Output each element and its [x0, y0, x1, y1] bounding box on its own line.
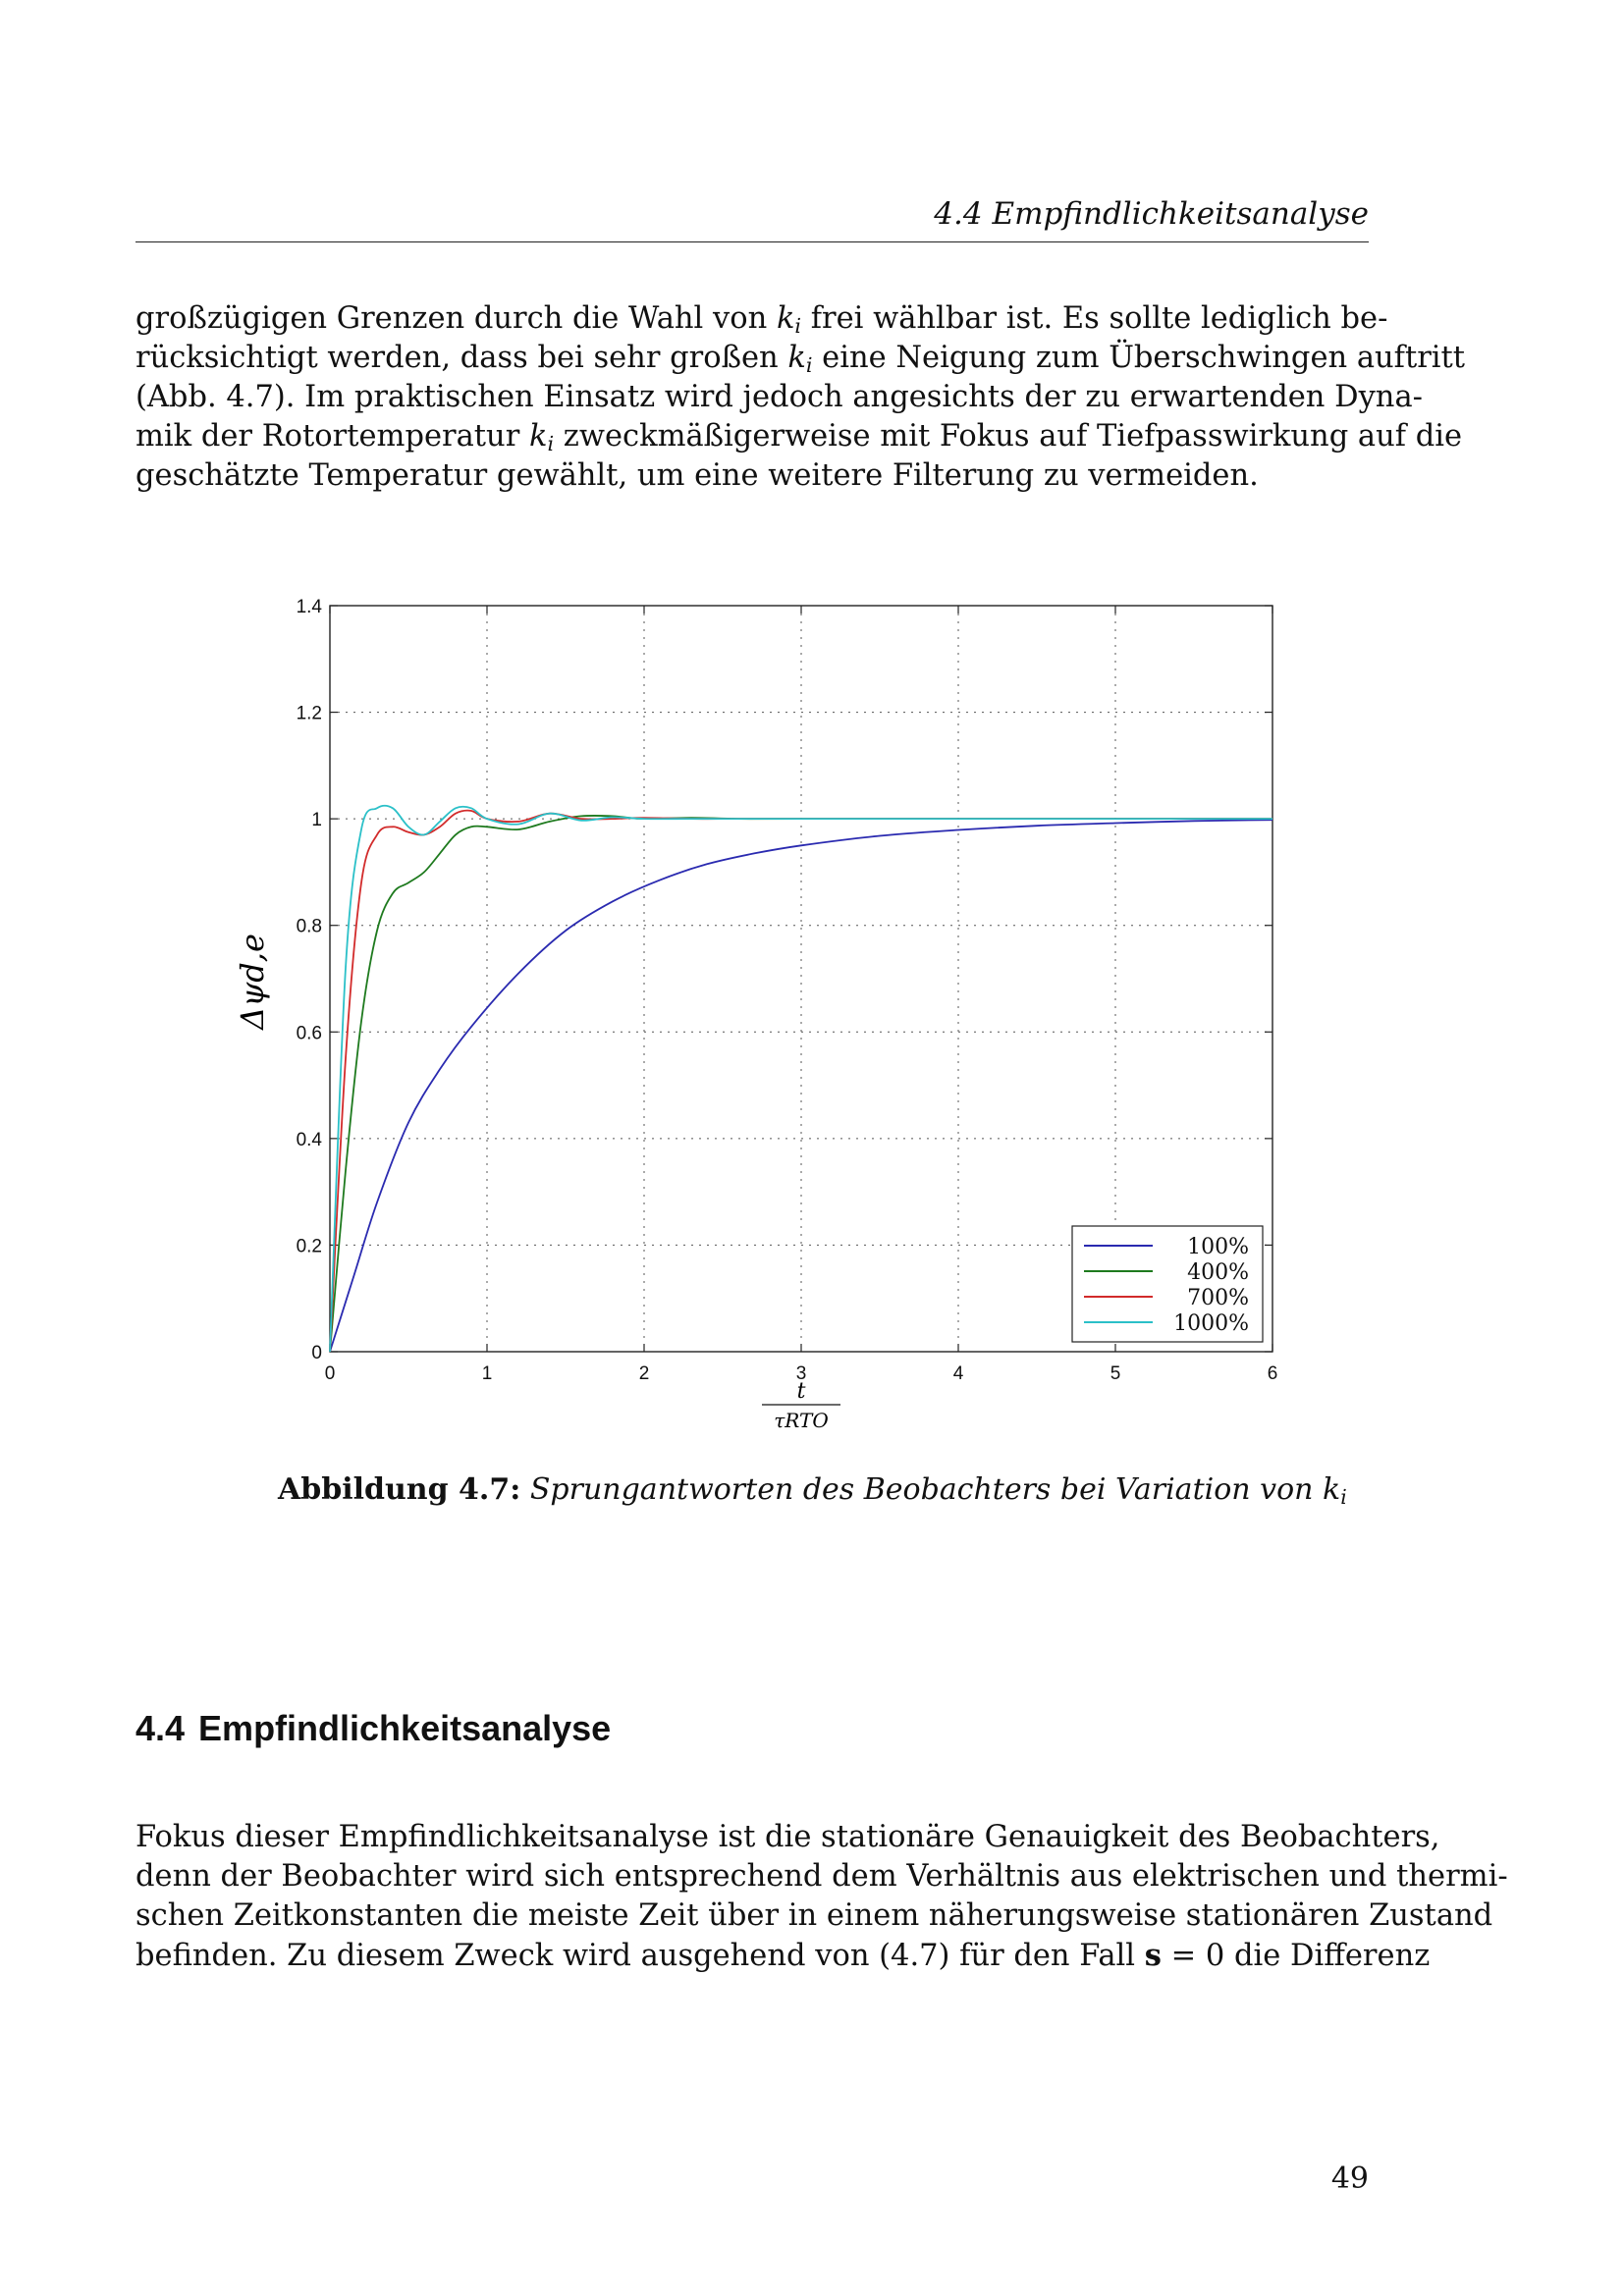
running-title: 4.4 Empfindlichkeitsanalyse [934, 196, 1369, 232]
x-label-numerator: t [796, 1379, 806, 1404]
text-run: Fokus dieser Empfindlichkeitsanalyse ist die stationäre Genauigkeit des Beobachters, [135, 1820, 1440, 1854]
paragraph-analysis [135, 1818, 1508, 1975]
text-run: befinden. Zu diesem Zweck wird ausgehend von (4.7) für den Fall [135, 1939, 1145, 1973]
x-tick-label: 1 [481, 1363, 493, 1384]
x-axis-label [762, 1379, 840, 1432]
analysis-line [135, 1857, 1508, 1896]
chart-legend [1072, 1226, 1263, 1342]
y-tick-label: 1.2 [296, 703, 322, 724]
y-axis-label: Δψd,e [234, 934, 271, 1030]
figure-caption [278, 1472, 1378, 1509]
page-number: 49 [1330, 2162, 1369, 2196]
analysis-line [135, 1936, 1431, 1975]
legend-label: 400% [1187, 1260, 1249, 1285]
text-run: frei wählbar ist. Es sollte lediglich be- [801, 301, 1388, 336]
analysis-line [135, 1818, 1440, 1857]
text-run: denn der Beobachter wird sich entsprechend dem Verhältnis aus elektrischen und thermi- [135, 1859, 1508, 1894]
symbol-s-bold: s [1144, 1938, 1162, 1973]
text-run: schen Zeitkonstanten die meiste Zeit über in einem näherungsweise stationären Zustand [135, 1898, 1493, 1933]
y-tick-label: 0 [311, 1343, 322, 1363]
symbol-k-i: $k_i$ [776, 301, 802, 339]
x-tick-label: 6 [1267, 1363, 1278, 1384]
y-tick-label: 1.4 [296, 597, 322, 617]
text-run: rücksichtigt werden, dass bei sehr großen [135, 341, 788, 375]
x-label-denominator: τRTO [774, 1409, 829, 1432]
x-tick-label: 5 [1110, 1363, 1121, 1384]
section-heading [135, 1708, 611, 1749]
section-title: Empfindlichkeitsanalyse [198, 1708, 612, 1748]
caption-text: Sprungantworten des Beobachters bei Variation von [529, 1472, 1324, 1507]
y-tick-label: 0.2 [296, 1236, 322, 1257]
x-tick-label: 2 [638, 1363, 650, 1384]
text-run: zweckmäßigerweise mit Fokus auf Tiefpasswirkung auf die [554, 419, 1463, 454]
analysis-line [135, 1896, 1493, 1936]
y-tick-label: 0.8 [296, 916, 322, 937]
legend-label: 700% [1187, 1286, 1249, 1310]
caption-symbol: $k_i$ [1323, 1472, 1347, 1510]
symbol-k-i: $k_i$ [787, 341, 813, 378]
text-run: (Abb. 4.7). Im praktischen Einsatz wird jedoch angesichts der zu erwartenden Dyna- [135, 380, 1423, 414]
text-run: mik der Rotortemperatur [135, 419, 529, 454]
text-run: = 0 die Differenz [1161, 1939, 1431, 1973]
x-tick-label: 0 [324, 1363, 336, 1384]
y-tick-label: 0.4 [296, 1129, 322, 1150]
section-number: 4.4 [135, 1708, 186, 1748]
x-tick-label: 3 [795, 1363, 807, 1384]
text-run: eine Neigung zum Überschwingen auftritt [812, 341, 1466, 375]
text-run: geschätzte Temperatur gewählt, um eine weitere Filterung zu vermeiden. [135, 458, 1259, 493]
caption-label: Abbildung 4.7: [278, 1472, 521, 1507]
legend-label: 1000% [1173, 1311, 1249, 1336]
text-run: großzügigen Grenzen durch die Wahl von [135, 301, 777, 336]
x-tick-label: 4 [952, 1363, 964, 1384]
y-tick-label: 1 [311, 810, 322, 831]
legend-label: 100% [1187, 1235, 1249, 1259]
symbol-k-i: $k_i$ [528, 419, 555, 456]
y-tick-label: 0.6 [296, 1023, 322, 1044]
